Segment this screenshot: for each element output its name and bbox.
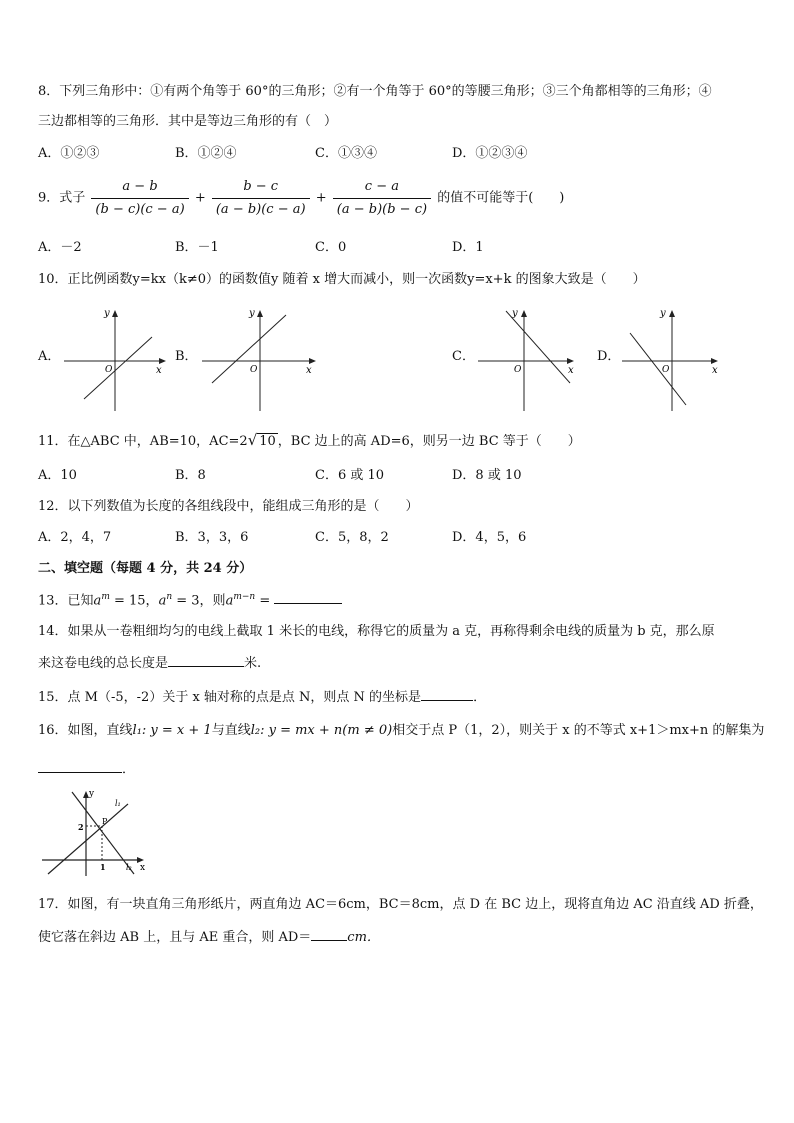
q10-option-b-label: B． [175,349,198,364]
q9-frac2-denominator: (a − b)(c − a) [215,202,306,217]
q9-frac1-denominator: (b − c)(c − a) [95,202,185,217]
q16-text-b: 相交于点 P（1，2），则关于 x 的不等式 x+1＞mx+n 的解集为 [392,723,765,738]
q13-exp1: m [101,592,110,602]
q10-option-d-label: D． [597,349,621,364]
q14-line2-a: 来这卷电线的总长度是 [38,656,169,671]
q9-expression [38,178,564,219]
q16-eq1: : y = x + 1 [141,723,212,738]
q16-fig-l1-label: l₁ [115,799,121,808]
q13-exp2: n [166,592,173,602]
q16-text-a: 16．如图，直线 [38,723,133,738]
q9-frac3-numerator: c − a [333,178,431,199]
q9-option-d: D．1 [452,240,484,255]
q9-option-b: B．－1 [175,240,219,255]
q10-graph-d [620,305,726,413]
q10a-origin-label: O [105,365,113,375]
q13-answer-blank[interactable] [274,589,342,604]
section-2-title: 二、填空题（每题 4 分，共 24 分） [38,561,253,576]
q12-option-b: B．3，3，6 [175,530,249,545]
q12-text: 12．以下列数值为长度的各组线段中，能组成三角形的是（ ） [38,499,419,514]
q10a-x-label: x [156,365,162,376]
q12-option-c: C．5，8，2 [315,530,389,545]
q9-plus-1: + [194,190,206,206]
q16-fig-y-label: y [89,789,95,799]
q8-line2: 三边都相等的三角形．其中是等边三角形的有（ ） [38,114,338,129]
q9-plus-2: + [315,190,327,206]
q10c-x-label: x [568,365,574,376]
q16-fig-l2-label: l₂ [126,863,132,872]
q15-text-b: ． [473,690,487,705]
q9-frac2-numerator: b − c [212,178,310,199]
q8-line1: 8．下列三角形中：①有两个角等于 60°的三角形；②有一个角等于 60°的等腰三角形；③三个角都相等的三角形；④ [38,84,712,99]
q16-mid: 与直线 [211,723,251,738]
q9-fraction-1 [91,178,188,219]
q14-line1: 14．如果从一卷粗细均匀的电线上截取 1 米长的电线，称得它的质量为 a 克，再称得剩余电线的质量为 b 克，那么原 [38,624,715,639]
q10d-y-label: y [660,308,666,319]
q10-text: 10．正比例函数y=kx（k≠0）的函数值y 随着 x 增大而减小，则一次函数y=x+k 的图象大致是（ ） [38,272,646,287]
q14-answer-blank[interactable] [168,652,244,667]
q17-line2-b: cm． [347,930,380,945]
q13-eq3: = [255,593,275,609]
q11-option-c: C．6 或 10 [315,468,385,483]
q10-graph-a [62,305,174,413]
q8-option-b: B．①②④ [175,146,237,161]
q17-answer-blank[interactable] [311,926,347,941]
q17-line2 [38,926,380,948]
q11-text [38,430,581,452]
q9-frac3-denominator: (a − b)(b − c) [336,202,428,217]
q13-eq1: = 15， [109,593,159,609]
q16-fig-p-label: P [102,817,108,826]
sqrt-sign-icon: √ [247,431,258,449]
q13-base1: a [93,593,102,609]
q13-text [38,587,342,611]
q17-line1: 17．如图，有一块直角三角形纸片，两直角边 AC＝6cm，BC＝8cm，点 D 在 BC 边上，现将直角边 AC 沿直线 AD 折叠， [38,897,763,912]
q10-graph-b [200,305,324,413]
q9-option-c: C．0 [315,240,347,255]
q10a-y-label: y [104,308,110,319]
q14-line2-b: 米. [244,656,262,671]
q11-sqrt-radicand: 10 [259,434,276,449]
q10b-origin-label: O [250,365,258,375]
q16-figure [40,788,152,878]
q9-prefix: 9．式子 [38,190,86,206]
q13-base3: a [225,593,234,609]
q17-line2-a: 使它落在斜边 AB 上，且与 AE 重合，则 AD＝ [38,930,312,945]
q16-fig-x-label: x [140,863,146,873]
q16-text [38,721,764,741]
q15-text [38,686,486,708]
q16-line2 [38,758,135,780]
q16-eq2: : y = mx + n(m ≠ 0) [260,723,393,738]
q16-l1: l₁ [132,723,142,738]
q16-fig-tick-1: 1 [100,862,106,872]
q10d-x-label: x [712,365,718,376]
q12-option-d: D．4，5，6 [452,530,527,545]
q11-text-b: ，BC 边上的高 AD=6，则另一边 BC 等于（ ） [277,434,581,449]
q14-line2 [38,652,261,674]
q9-frac1-numerator: a − b [91,178,188,199]
q16-l2: l₂ [250,723,261,738]
q13-base2: a [158,593,167,609]
q12-option-a: A．2，4，7 [38,530,112,545]
q13-exp3: m−n [233,592,256,602]
q11-option-a: A．10 [38,468,77,483]
q13-eq2: = 3，则 [172,593,226,609]
q10-graph-c [476,305,582,413]
q16-answer-blank[interactable] [38,758,122,773]
q10c-origin-label: O [514,365,522,375]
q10b-y-label: y [249,308,255,319]
q15-answer-blank[interactable] [421,686,473,701]
q10-option-a-label: A． [38,349,61,364]
q9-fraction-2 [212,178,310,219]
q11-option-d: D．8 或 10 [452,468,522,483]
q11-option-b: B．8 [175,468,206,483]
q10b-x-label: x [306,365,312,376]
q9-fraction-3 [333,178,431,219]
q8-option-c: C．①③④ [315,146,377,161]
q8-option-d: D．①②③④ [452,146,528,161]
q11-text-a: 11．在△ABC 中，AB=10，AC=2 [38,434,248,449]
q10-option-c-label: C． [452,349,475,364]
q16-fig-tick-2: 2 [78,822,84,832]
q15-text-a: 15．点 M（-5，-2）关于 x 轴对称的点是点 N，则点 N 的坐标是 [38,690,422,705]
q13-prefix: 13．已知 [38,593,94,609]
q16-line2-end: ． [122,762,136,777]
q9-option-a: A．－2 [38,240,82,255]
q10d-origin-label: O [662,365,670,375]
q9-suffix: 的值不可能等于( ) [437,190,565,206]
q8-option-a: A．①②③ [38,146,100,161]
q10c-y-label: y [512,308,518,319]
